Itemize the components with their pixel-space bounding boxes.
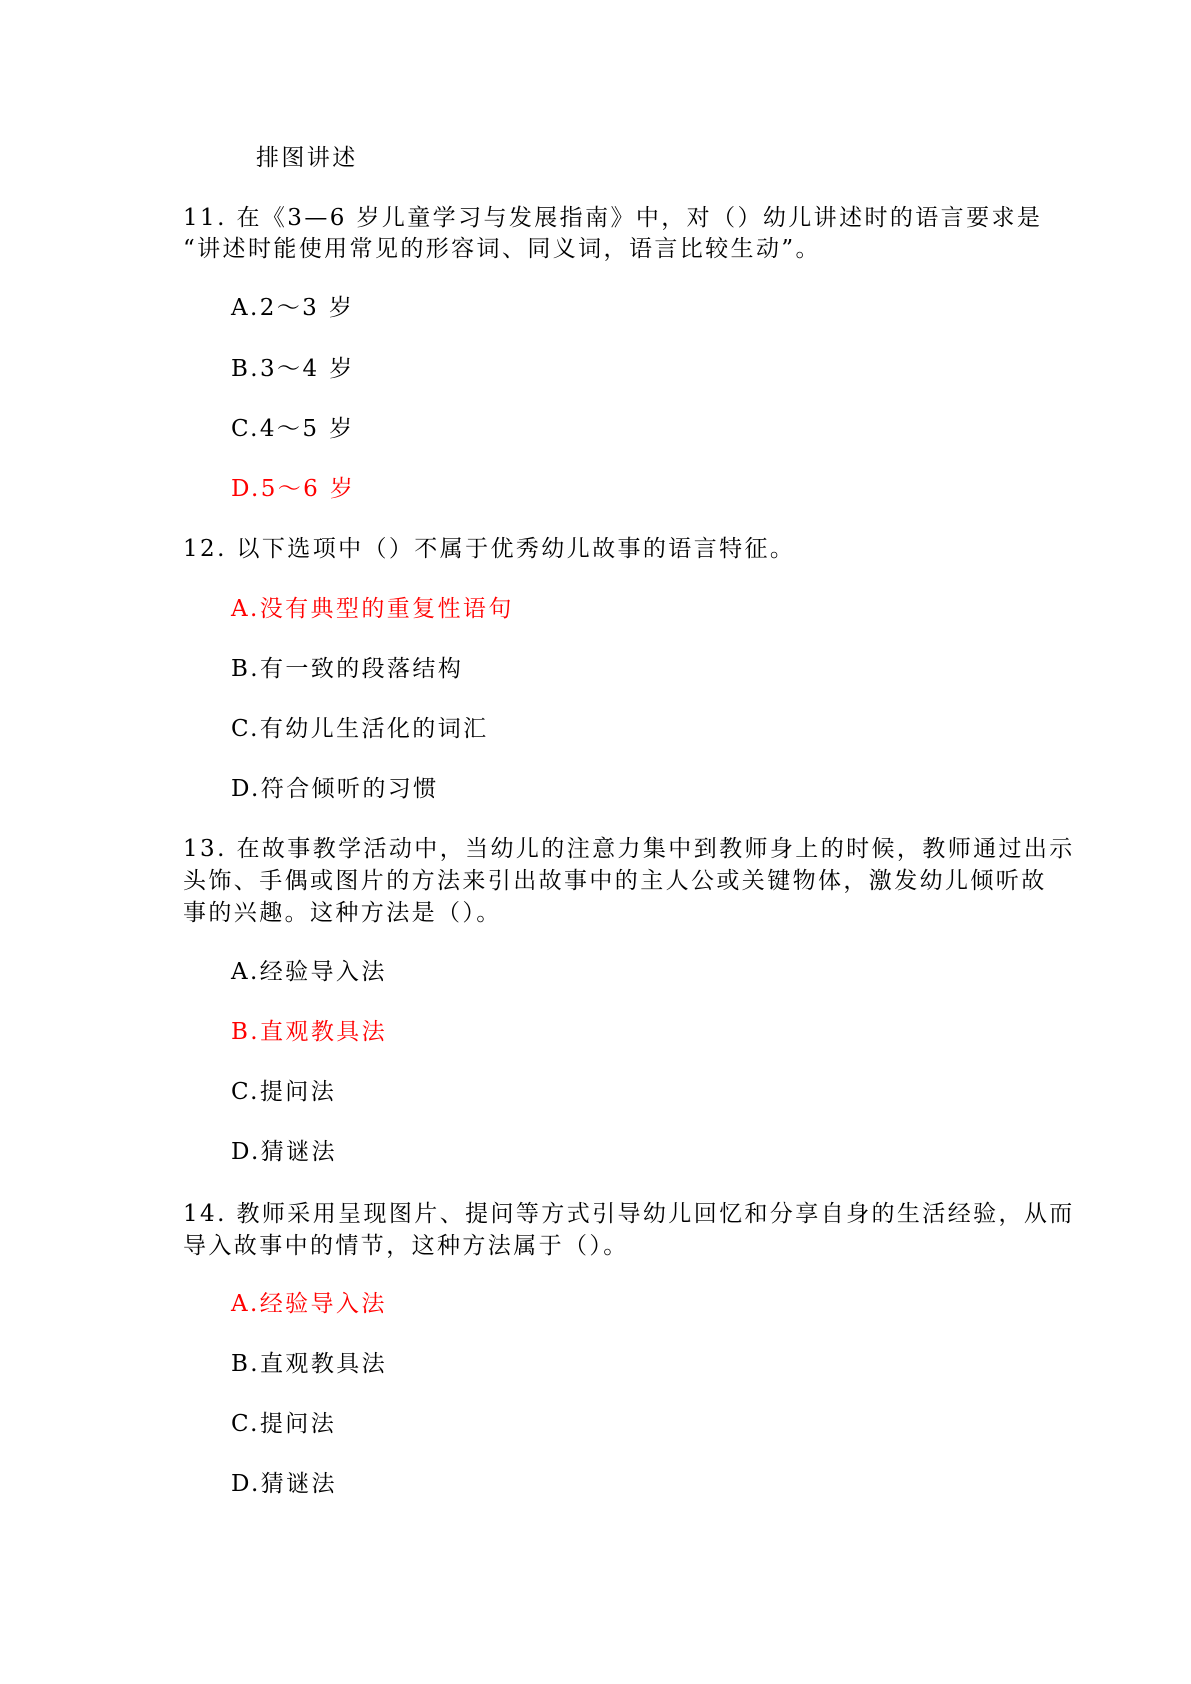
question-13-option-b-correct: B.直观教具法 [231, 1019, 388, 1045]
question-14-stem-line-2: 导入故事中的情节，这种方法属于（）。 [183, 1233, 629, 1259]
question-11-option-a: A.2～3 岁 [231, 295, 355, 321]
question-13-option-a: A.经验导入法 [231, 959, 387, 985]
carry-over-option: 排图讲述 [256, 145, 358, 171]
question-12-stem-line-1: 12. 以下选项中（）不属于优秀幼儿故事的语言特征。 [183, 536, 796, 562]
question-12-option-c: C.有幼儿生活化的词汇 [231, 716, 489, 742]
question-11-option-d-correct: D.5～6 岁 [231, 476, 356, 502]
question-11-stem-line-2: “讲述时能使用常见的形容词、同义词，语言比较生动”。 [183, 236, 821, 262]
question-14-stem-line-1: 14. 教师采用呈现图片、提问等方式引导幼儿回忆和分享自身的生活经验，从而 [183, 1201, 1075, 1227]
question-13-option-c: C.提问法 [231, 1079, 337, 1105]
question-13-stem-line-1: 13. 在故事教学活动中，当幼儿的注意力集中到教师身上的时候，教师通过出示 [183, 836, 1075, 862]
question-12-option-b: B.有一致的段落结构 [231, 656, 464, 682]
question-14-option-a-correct: A.经验导入法 [231, 1291, 387, 1317]
question-11-option-b: B.3～4 岁 [231, 356, 355, 382]
question-13-option-d: D.猜谜法 [231, 1139, 337, 1165]
question-14-option-d: D.猜谜法 [231, 1471, 337, 1497]
question-11-option-c: C.4～5 岁 [231, 416, 355, 442]
question-12-option-d: D.符合倾听的习惯 [231, 776, 439, 802]
question-12-option-a-correct: A.没有典型的重复性语句 [231, 596, 514, 622]
question-14-option-c: C.提问法 [231, 1411, 337, 1437]
question-14-option-b: B.直观教具法 [231, 1351, 388, 1377]
question-11-stem-line-1: 11. 在《3—6 岁儿童学习与发展指南》中，对（）幼儿讲述时的语言要求是 [183, 205, 1043, 231]
question-13-stem-line-3: 事的兴趣。这种方法是（）。 [183, 900, 502, 926]
question-13-stem-line-2: 头饰、手偶或图片的方法来引出故事中的主人公或关键物体，激发幼儿倾听故 [183, 868, 1047, 894]
